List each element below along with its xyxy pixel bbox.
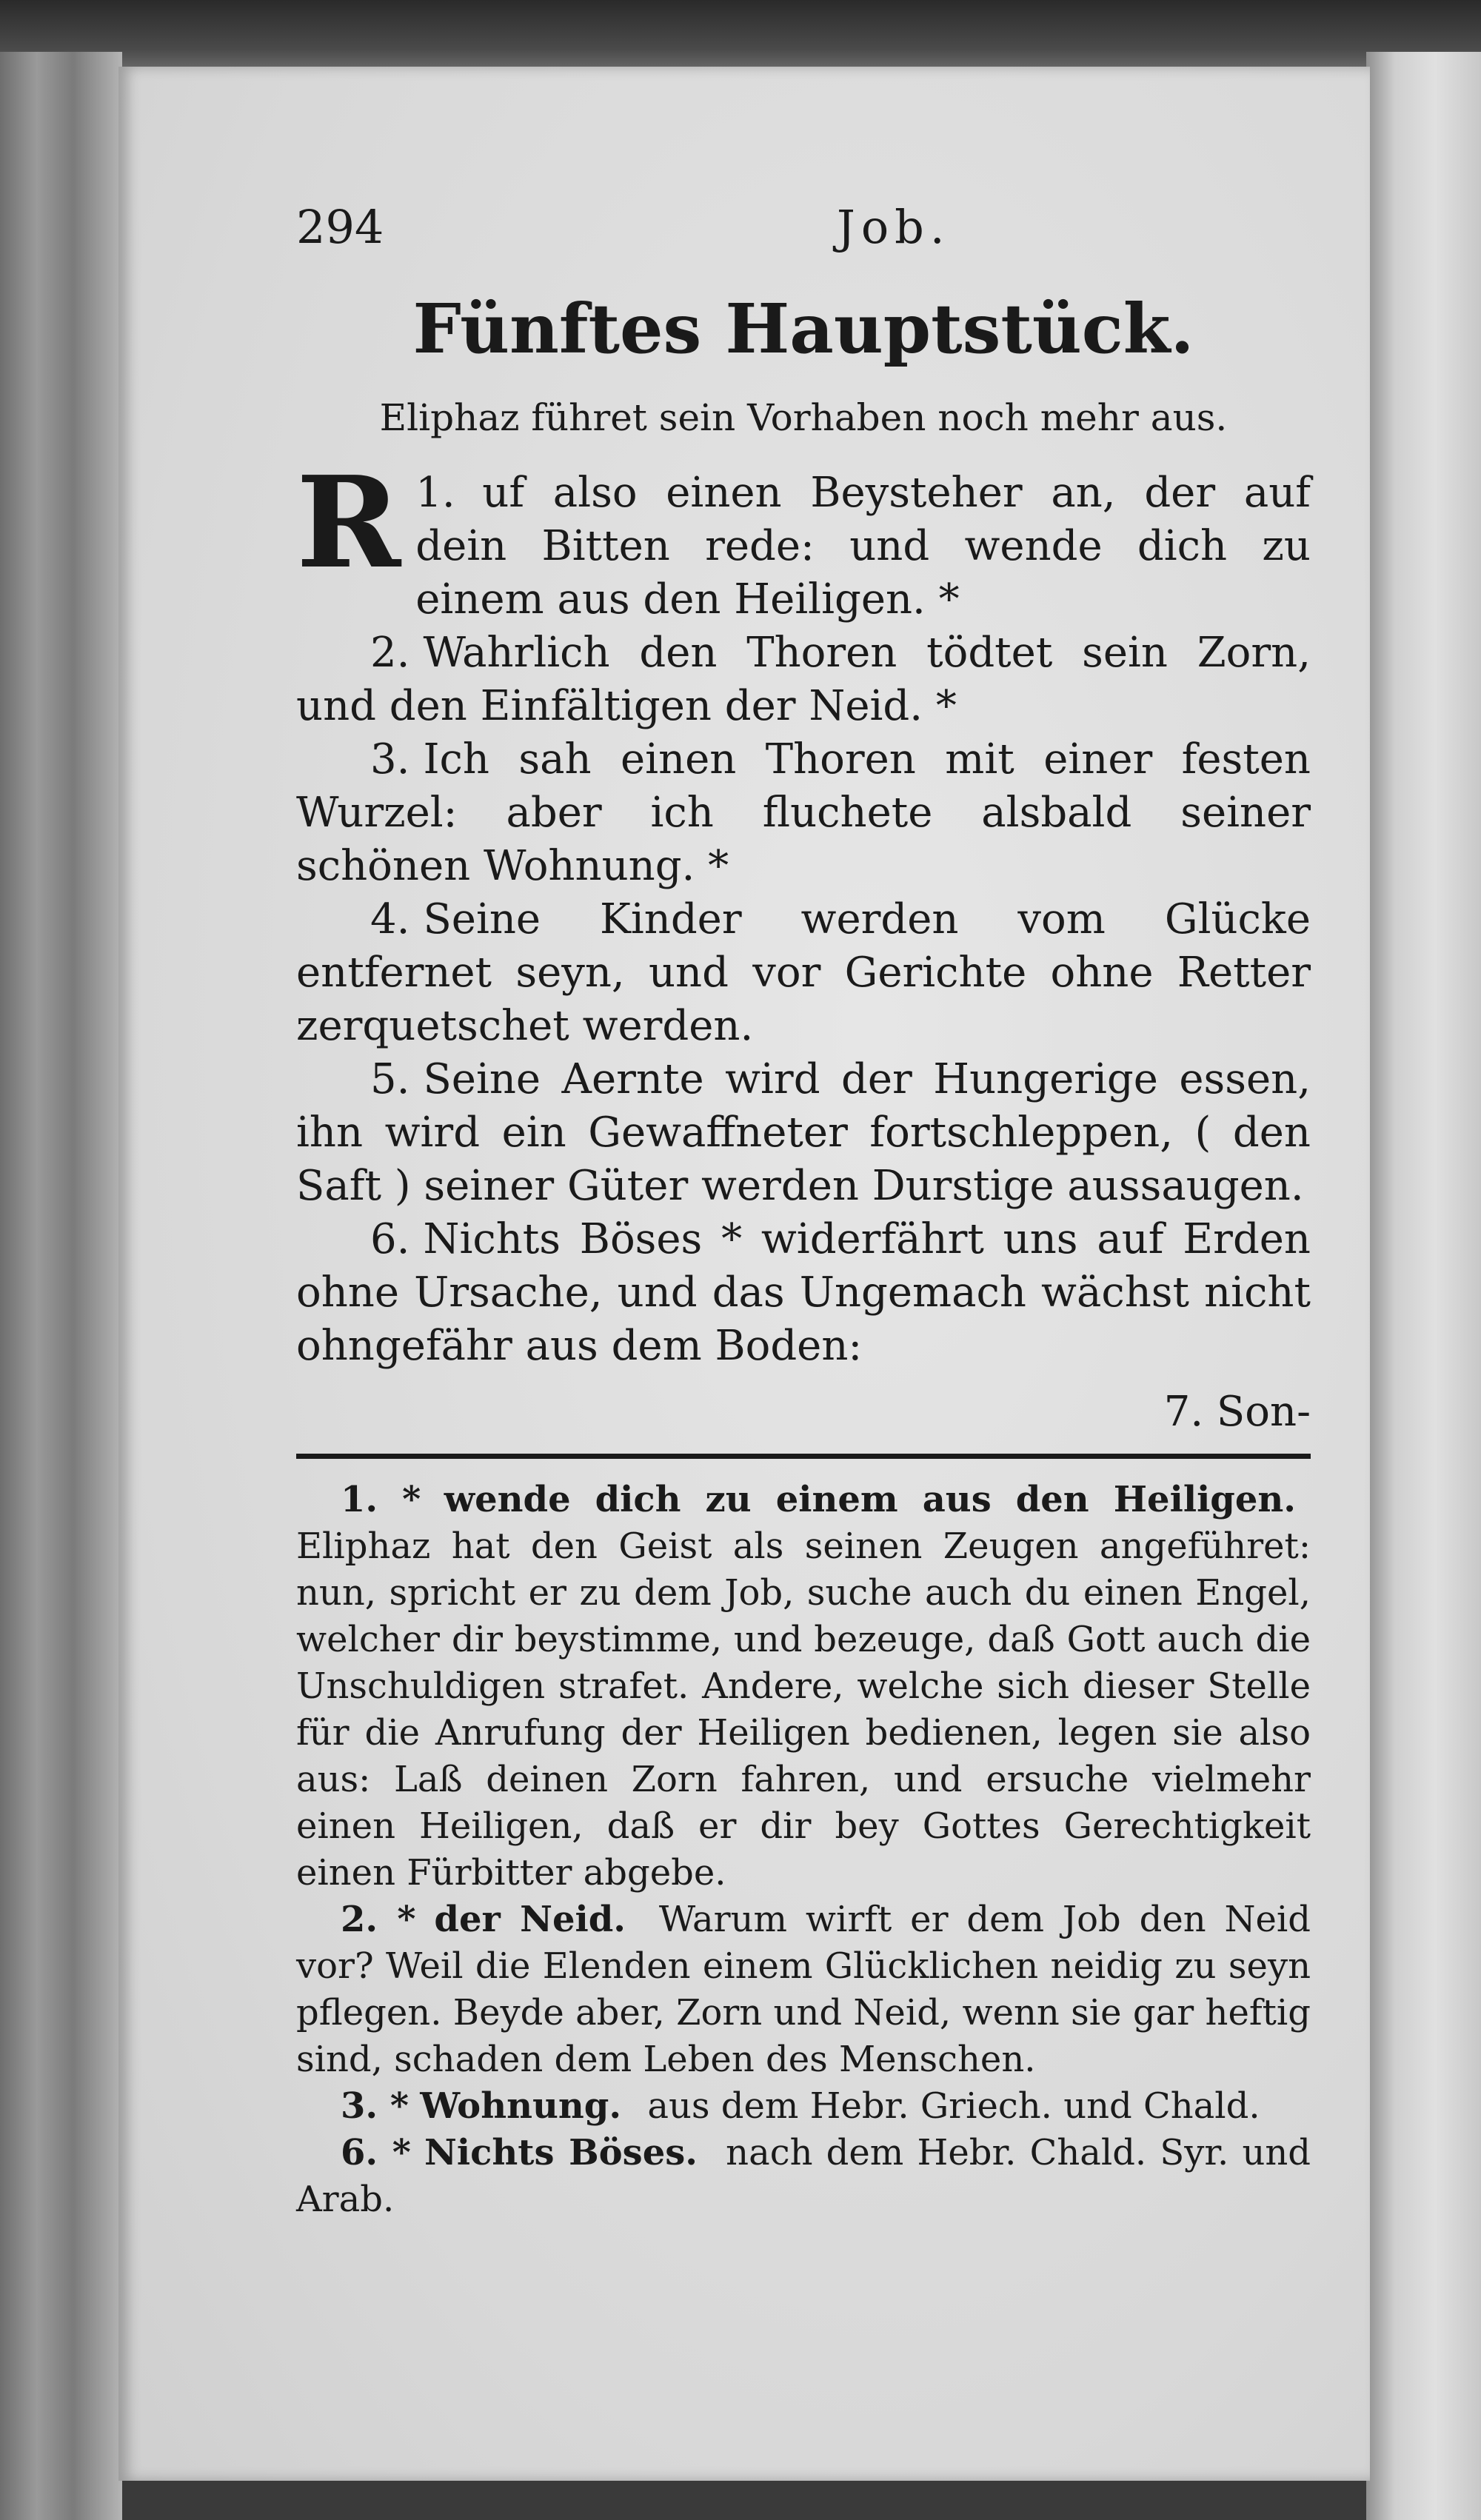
drop-cap: R	[296, 449, 401, 597]
page-number: 294	[296, 200, 384, 254]
verse-number: 6.	[370, 1215, 410, 1263]
verse-text: Nichts Böses * widerfährt uns auf Erden ohne Ursache, und das Ungemach wächst nicht ohngefähr aus dem Boden:	[296, 1215, 1311, 1370]
verse-6	[296, 1213, 1311, 1373]
verse-2	[296, 626, 1311, 733]
page-content	[296, 200, 1311, 2223]
footnote-lemma: Nichts Böses.	[424, 2132, 698, 2173]
verse-text: Ich sah einen Thoren mit einer festen Wurzel: aber ich fluchete alsbald seiner schönen Wohnung. *	[296, 735, 1311, 890]
footnote-2	[296, 1896, 1311, 2083]
footnote-lemma: Wohnung.	[420, 2085, 622, 2127]
footnote-lemma: der Neid.	[434, 1899, 626, 1940]
footnote-3	[296, 2083, 1311, 2130]
book-top-edge	[0, 0, 1481, 70]
verse-4	[296, 893, 1311, 1053]
footnote-text: Warum wirft er dem Job den Neid vor? Weil die Elenden einem Glücklichen neidig zu seyn pflegen. Beyde aber, Zorn und Neid, wenn sie gar heftig sind, schaden dem Leben des Menschen.	[296, 1899, 1311, 2080]
verse-text: uf also einen Beysteher an, der auf dein Bitten rede: und wende dich zu einem aus den Heiligen. *	[415, 469, 1311, 624]
verse-text: Seine Kinder werden vom Glücke entfernet seyn, und vor Gerichte ohne Retter zerquetschet werden.	[296, 895, 1311, 1050]
footnote-text: aus dem Hebr. Griech. und Chald.	[647, 2085, 1260, 2127]
chapter-title: Fünftes Hauptstück.	[412, 289, 1194, 369]
footnote-1	[296, 1477, 1311, 1896]
footnote-text: nach dem Hebr. Chald. Syr. und Arab.	[296, 2132, 1311, 2220]
verse-number: 4.	[370, 895, 410, 943]
footnote-lemma: wende dich zu einem aus den Heiligen.	[444, 1479, 1297, 1520]
chapter-summary: Eliphaz führet sein Vorhaben noch mehr aus.	[379, 396, 1228, 439]
verse-number: 5.	[370, 1055, 410, 1103]
verse-number: 1.	[415, 469, 455, 517]
verse-3	[296, 733, 1311, 893]
footnote-text: Eliphaz hat den Geist als seinen Zeugen angeführet: nun, spricht er zu dem Job, suche auch du einen Engel, welcher dir beystimme, und bezeuge, daß Gott auch die Unschuldigen strafet. Andere, welche sich dieser Stelle für die Anrufung der Heiligen bedienen, legen sie also aus: Laß deinen Zorn fahren, und ersuche vielmehr einen Heiligen, daß er dir bey Gottes Gerechtigkeit einen Fürbitter abgebe.	[296, 1525, 1311, 1894]
footnote-ref: 3. *	[341, 2085, 409, 2127]
running-head: Job.	[837, 200, 951, 254]
verse-number: 2.	[370, 629, 410, 677]
footnote-ref: 6. *	[341, 2132, 411, 2173]
verse-text: Seine Aernte wird der Hungerige essen, ihn wird ein Gewaffneter fortschleppen, ( den Saft ) seiner Güter werden Durstige aussaugen.	[296, 1055, 1311, 1210]
verse-number: 3.	[370, 735, 410, 783]
book-page-edges	[0, 52, 122, 2520]
verse-1	[296, 449, 1311, 626]
footnote-4	[296, 2130, 1311, 2223]
catchword: 7. Son-	[1163, 1388, 1311, 1436]
footnotes	[296, 1477, 1311, 2223]
footnote-rule	[296, 1454, 1311, 1459]
verse-5	[296, 1053, 1311, 1213]
footnote-ref: 1. *	[341, 1479, 421, 1520]
footnote-ref: 2. *	[341, 1899, 416, 1940]
facing-page-edge	[1366, 52, 1481, 2520]
page-header	[296, 200, 1311, 267]
verse-text: Wahrlich den Thoren tödtet sein Zorn, und den Einfältigen der Neid. *	[296, 629, 1311, 730]
